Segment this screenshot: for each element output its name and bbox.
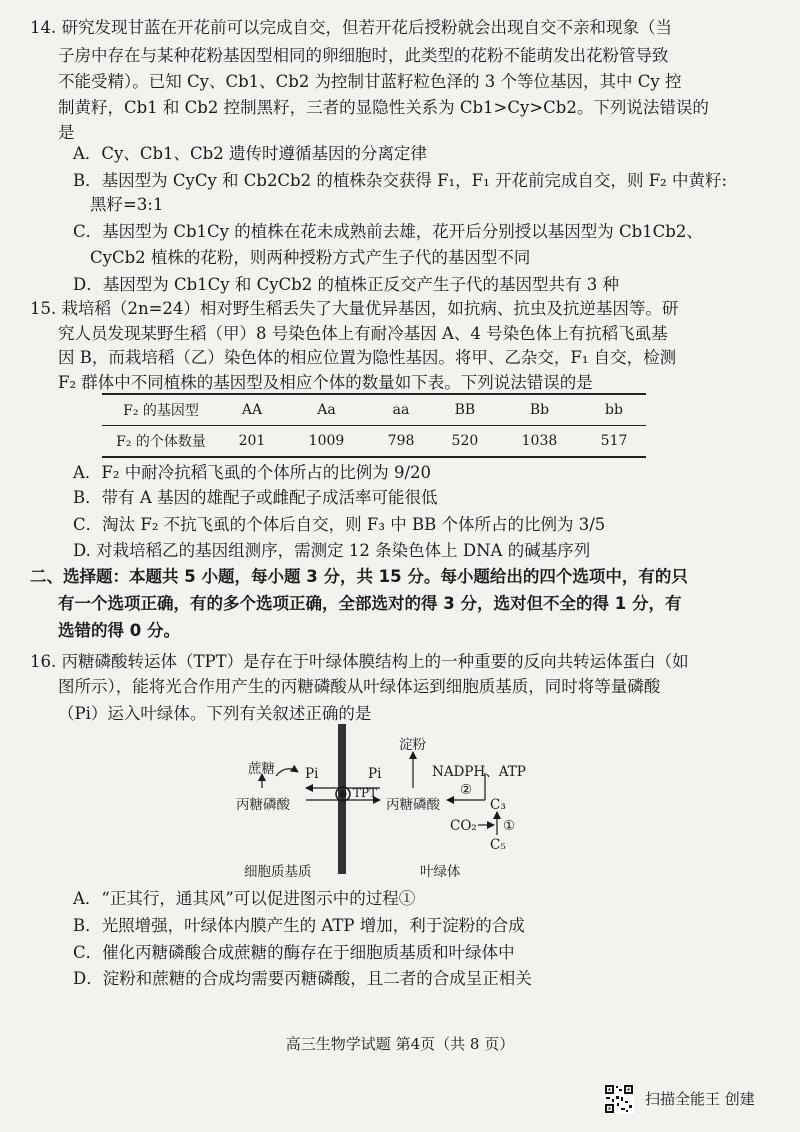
q15-option-b: B．带有 A 基因的雄配子或雌配子成活率可能很低 (73, 488, 438, 507)
table-cell: bb (582, 394, 646, 426)
label-sucrose: 蔗糖 (248, 761, 275, 777)
q16-option-c: C．催化丙糖磷酸合成蔗糖的酶存在于细胞质基质和叶绿体中 (73, 943, 515, 962)
qr-code-icon (604, 1084, 634, 1114)
table-cell: 201 (220, 426, 284, 458)
q14-option-a: A．Cy、Cb1、Cb2 遗传时遵循基因的分离定律 (73, 144, 427, 163)
tpt-core (340, 791, 347, 798)
label-pi-right: Pi (368, 766, 382, 782)
table-header-label: F₂ 的基因型 (102, 394, 220, 426)
q14-stem-line: 是 (58, 123, 75, 142)
label-step-2: ② (460, 782, 473, 798)
table-cell: 1009 (284, 426, 369, 458)
q16-option-b: B．光照增强，叶绿体内膜产生的 ATP 增加，利于淀粉的合成 (73, 916, 525, 935)
q14-stem-line: 14. 研究发现甘蓝在开花前可以完成自交，但若开花后授粉就会出现自交不亲和现象（当 (30, 18, 672, 37)
q15-stem-line: 15. 栽培稻（2n=24）相对野生稻丢失了大量优异基因，如抗病、抗虫及抗逆基因等。研 (30, 299, 679, 318)
q14-option-c: C．基因型为 Cb1Cy 的植株在花未成熟前去雄，花开后分别授以基因型为 Cb1Cb2、 (73, 222, 703, 241)
q14-option-b: B．基因型为 CyCy 和 Cb2Cb2 的植株杂交获得 F₁，F₁ 开花前完成自交，则 F₂ 中黄籽: (73, 171, 728, 190)
q15-option-c: C．淘汰 F₂ 不抗飞虱的个体后自交，则 F₃ 中 BB 个体所占的比例为 3/5 (73, 515, 606, 534)
table-cell: Aa (284, 394, 369, 426)
table-cell: aa (369, 394, 433, 426)
table-cell: AA (220, 394, 284, 426)
section-line: 选错的得 0 分。 (58, 621, 180, 640)
label-triose-left: 丙糖磷酸 (236, 797, 290, 813)
q16-stem-line: 16. 丙糖磷酸转运体（TPT）是存在于叶绿体膜结构上的一种重要的反向共转运体蛋白（如 (30, 652, 689, 671)
section-line: 有一个选项正确，有的多个选项正确，全部选对的得 3 分，选对但不全的得 1 分，有 (58, 594, 682, 613)
label-step-1: ① (503, 818, 516, 834)
q16-option-d: D．淀粉和蔗糖的合成均需要丙糖磷酸，且二者的合成呈正相关 (73, 969, 532, 988)
q15-option-a: A．F₂ 中耐冷抗稻飞虱的个体所占的比例为 9/20 (73, 463, 432, 482)
q14-option-b-cont: 黑籽=3:1 (90, 195, 164, 214)
label-starch: 淀粉 (399, 737, 426, 753)
label-c3: C₃ (490, 797, 506, 813)
label-tpt: TPT (353, 786, 378, 800)
label-cytosol: 细胞质基质 (244, 864, 312, 880)
table-cell: 517 (582, 426, 646, 458)
q15-stem-line: F₂ 群体中不同植株的基因型及相应个体的数量如下表。下列说法错误的是 (58, 373, 593, 392)
table-count-label: F₂ 的个体数量 (102, 426, 220, 458)
label-nadph-atp: NADPH、ATP (432, 764, 526, 780)
q15-stem-line: 究人员发现某野生稻（甲）8 号染色体上有耐冷基因 A、4 号染色体上有抗稻飞虱基 (58, 324, 668, 343)
q14-stem-line: 制黄籽，Cb1 和 Cb2 控制黑籽，三者的显隐性关系为 Cb1>Cy>Cb2。下列说法错误的 (58, 98, 709, 117)
table-cell: 1038 (497, 426, 582, 458)
q14-option-c-cont: CyCb2 植株的花粉，则两种授粉方式产生子代的基因型不同 (90, 248, 531, 267)
page-footer: 高三生物学试题 第4页（共 8 页） (285, 1035, 515, 1053)
scanner-watermark: 扫描全能王 创建 (645, 1090, 755, 1108)
q15-option-d: D. 对栽培稻乙的基因组测序，需测定 12 条染色体上 DNA 的碱基序列 (73, 541, 591, 560)
label-triose-right: 丙糖磷酸 (386, 797, 440, 813)
q14-option-d: D．基因型为 Cb1Cy 和 CyCb2 的植株正反交产生子代的基因型共有 3 种 (73, 275, 619, 294)
q14-stem-line: 子房中存在与某种花粉基因型相同的卵细胞时，此类型的花粉不能萌发出花粉管导致 (58, 46, 669, 65)
q14-stem-line: 不能受精）。已知 Cy、Cb1、Cb2 为控制甘蓝籽粒色泽的 3 个等位基因，其中 Cy 控 (58, 72, 682, 91)
section-line: 二、选择题：本题共 5 小题，每小题 3 分，共 15 分。每小题给出的四个选项中，有的只 (30, 567, 688, 586)
q16-option-a: A．“正其行，通其风”可以促进图示中的过程① (73, 889, 416, 908)
table-cell: 520 (433, 426, 497, 458)
table-cell: 798 (369, 426, 433, 458)
label-c5: C₅ (490, 837, 506, 853)
label-co2: CO₂ (450, 818, 477, 834)
q16-stem-line: 图所示），能将光合作用产生的丙糖磷酸从叶绿体运到细胞质基质，同时将等量磷酸 (58, 677, 661, 696)
label-chloroplast: 叶绿体 (420, 864, 461, 880)
table-cell: BB (433, 394, 497, 426)
table-cell: Bb (497, 394, 582, 426)
pi-release-arrow (276, 769, 298, 776)
label-pi-left: Pi (305, 766, 319, 782)
q16-stem-line: （Pi）运入叶绿体。下列有关叙述正确的是 (58, 704, 372, 723)
q15-stem-line: 因 B，而栽培稻（乙）染色体的相应位置为隐性基因。将甲、乙杂交，F₁ 自交，检测 (58, 348, 677, 367)
